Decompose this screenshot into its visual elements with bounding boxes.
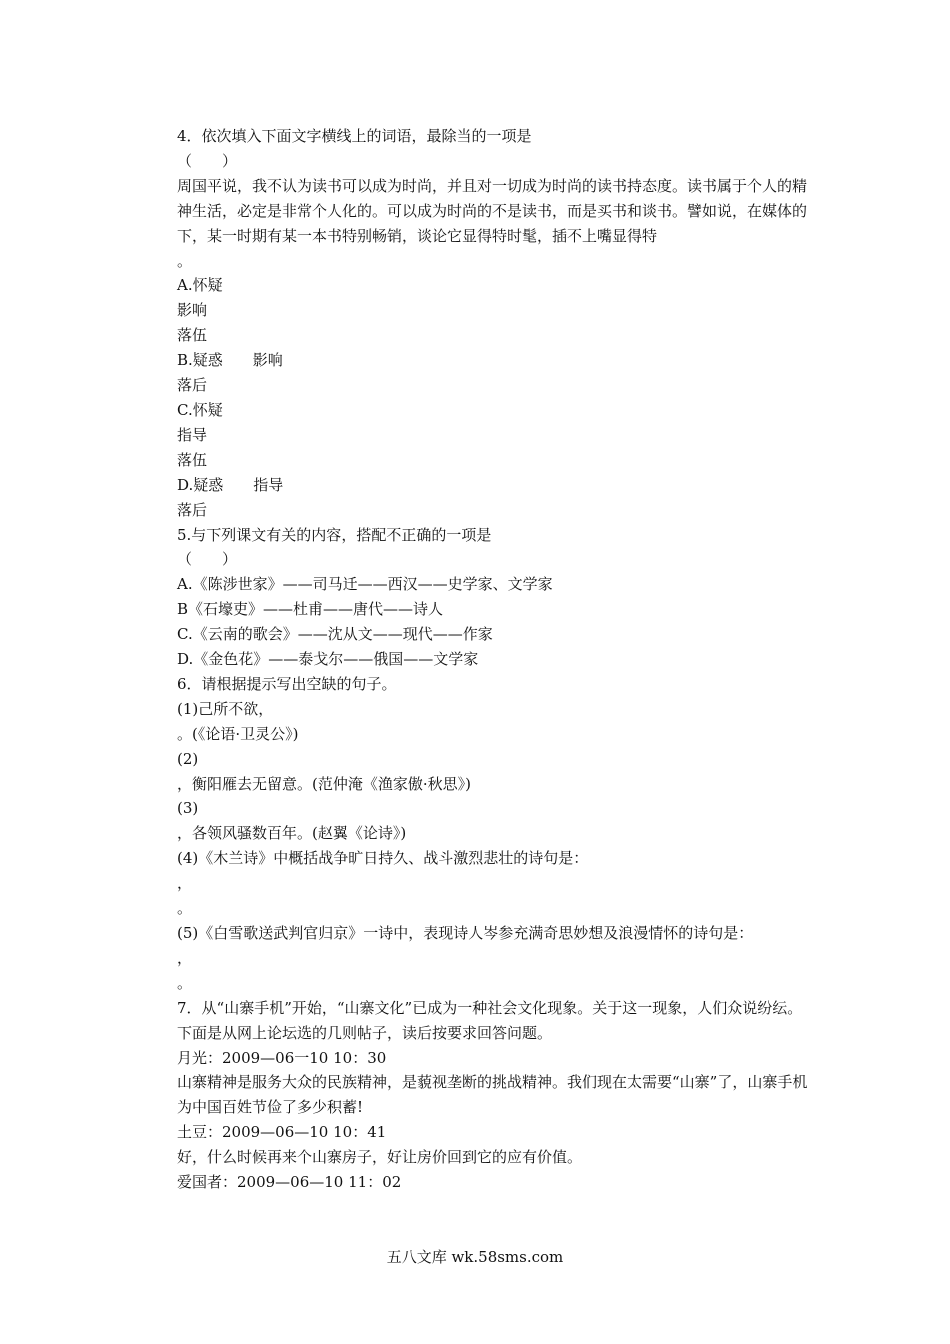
text-line: （ ）	[177, 151, 238, 170]
text-line: ，衡阳雁去无留意。(范仲淹《渔家傲·秋思》)	[177, 774, 471, 793]
text-line: 7．从“山寨手机”开始，“山寨文化”已成为一种社会文化现象。关于这一现象，人们众说纷纭。下面是从网上论坛选的几则帖子，读后按要求回答问题。	[177, 998, 803, 1042]
text-line: 6．请根据提示写出空缺的句子。	[177, 674, 397, 693]
text-line: B.疑惑 影响	[177, 351, 283, 370]
text-line: C.怀疑	[177, 400, 223, 419]
text-line: 落后	[177, 376, 208, 395]
text-line: 。	[177, 251, 193, 270]
page-footer: 五八文库 wk.58sms.com	[386, 1248, 564, 1266]
text-line: A.怀疑	[177, 276, 223, 295]
text-line: 爱国者：2009—06—10 11：02	[177, 1173, 402, 1192]
text-line: （ ）	[177, 550, 238, 569]
text-line: ，各领风骚数百年。(赵翼《论诗》)	[177, 824, 407, 843]
text-line: 。	[177, 899, 193, 918]
text-line: (2)	[177, 749, 199, 768]
text-line: 月光：2009—06一10 10：30	[177, 1048, 387, 1067]
text-line: 影响	[177, 301, 208, 320]
text-line: 。	[177, 973, 193, 992]
document-body	[146, 124, 816, 1195]
text-line: D.疑惑 指导	[177, 475, 284, 494]
text-line: (5)《白雪歌送武判官归京》一诗中，表现诗人岑参充满奇思妙想及浪漫情怀的诗句是：	[177, 924, 754, 942]
text-line: 落伍	[177, 450, 208, 469]
text-line: (3)	[177, 799, 199, 818]
text-line: 土豆：2009—06—10 10：41	[177, 1123, 387, 1142]
text-line: A.《陈涉世家》——司马迁——西汉——史学家、文学家	[177, 575, 553, 594]
text-line: D.《金色花》——泰戈尔——俄国——文学家	[177, 650, 479, 669]
text-line: B《石壕吏》——杜甫——唐代——诗人	[177, 600, 444, 619]
text-line: 好，什么时候再来个山寨房子，好让房价回到它的应有价值。	[177, 1148, 583, 1167]
text-line: (1)己所不欲，	[177, 699, 274, 718]
text-line: ，	[177, 874, 193, 893]
text-line: 指导	[177, 425, 208, 444]
text-line: 下，某一时期有某一本书特别畅销，谈论它显得特时髦，插不上嘴显得特	[177, 226, 658, 245]
text-line: ，	[177, 948, 193, 967]
text-line: (4)《木兰诗》中概括战争旷日持久、战斗激烈悲壮的诗句是：	[177, 849, 589, 868]
text-line: 落后	[177, 500, 208, 519]
text-line: 山寨精神是服务大众的民族精神，是藐视垄断的挑战精神。我们现在太需要“山寨”了，山寨手机为中国百姓节俭了多少积蓄!	[177, 1073, 808, 1117]
text-line: 落伍	[177, 326, 208, 345]
text-line: 周国平说，我不认为读书可以成为时尚，并且对一切成为时尚的读书持态度。读书属于个人的精神生活，必定是非常个人化的。可以成为时尚的不是读书，而是买书和谈书。譬如说，在媒体的	[177, 176, 808, 220]
text-line: 5.与下列课文有关的内容，搭配不正确的一项是	[177, 525, 492, 544]
text-line: C.《云南的歌会》——沈从文——现代——作家	[177, 625, 493, 644]
text-line: 。(《论语·卫灵公》)	[177, 724, 299, 743]
text-line: 4．依次填入下面文字横线上的词语，最除当的一项是	[177, 127, 532, 145]
